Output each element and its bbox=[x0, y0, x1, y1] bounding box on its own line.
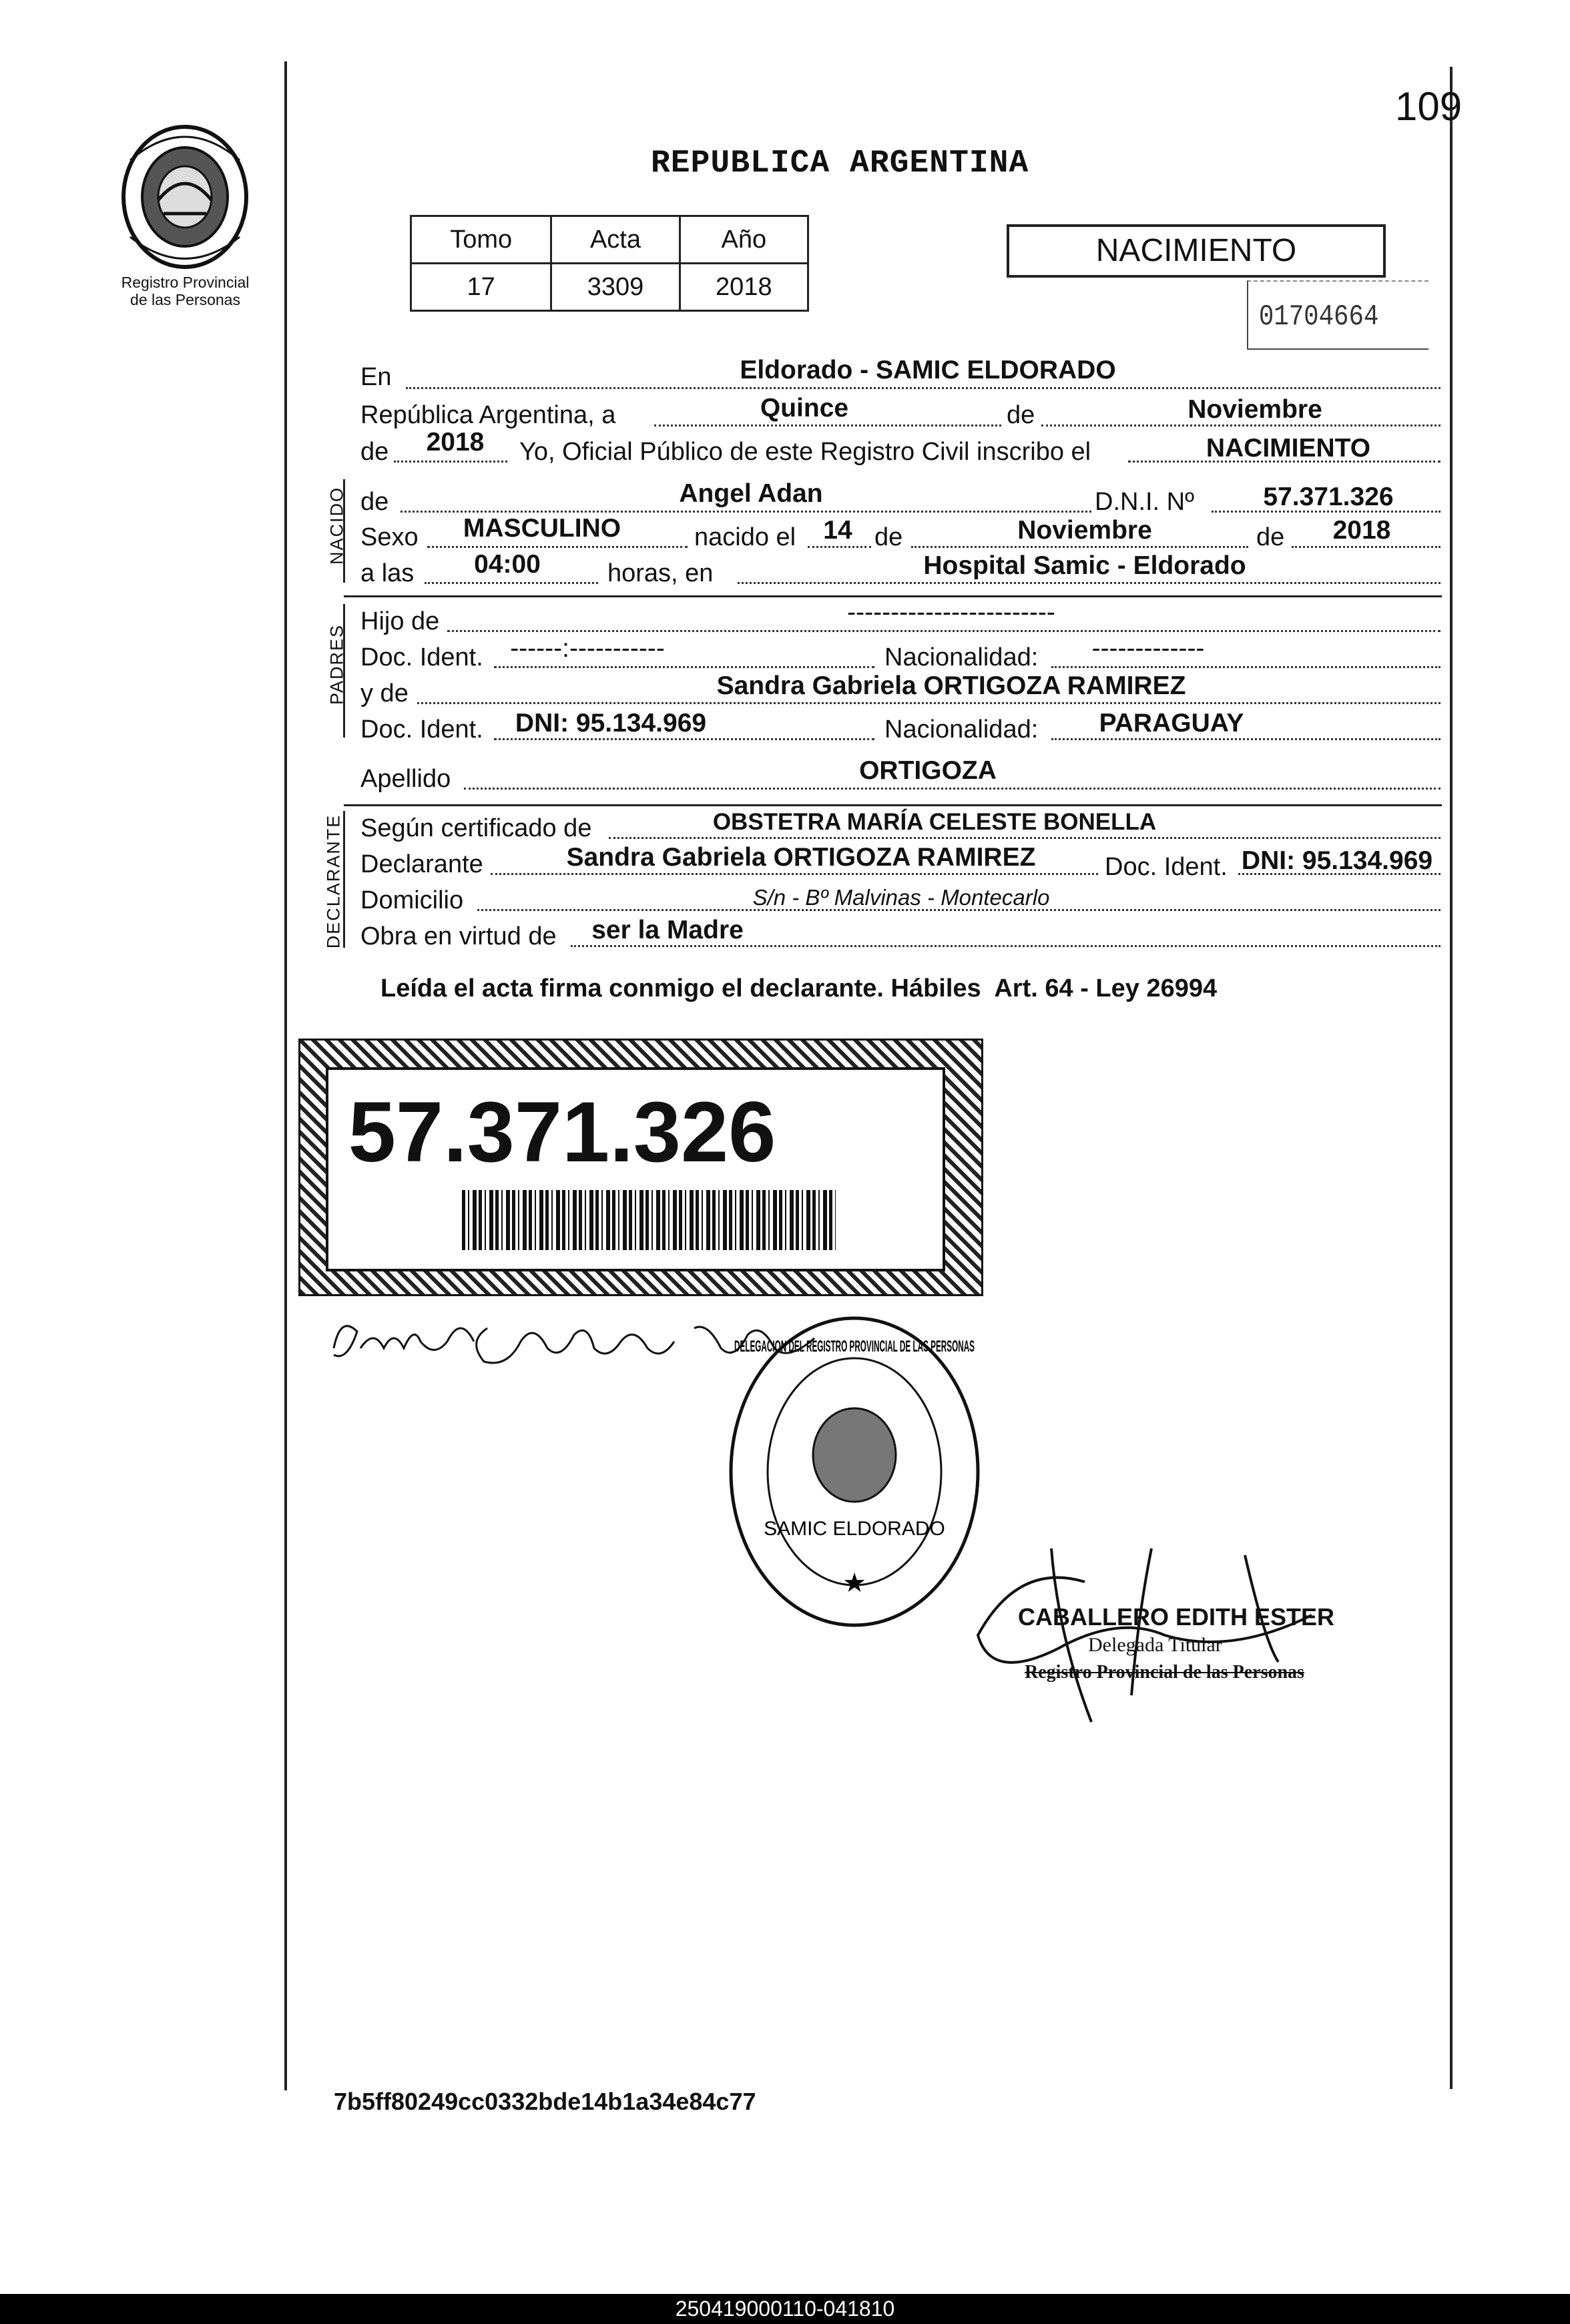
dots bbox=[494, 738, 874, 740]
declarant-doc-label: Doc. Ident. bbox=[1105, 853, 1228, 881]
dots bbox=[571, 945, 1441, 947]
seal-inner-text: SAMIC ELDORADO bbox=[764, 1518, 945, 1540]
table-value-anio: 2018 bbox=[680, 264, 808, 311]
birth-place: Hospital Samic - Eldorado bbox=[923, 551, 1246, 580]
table-value-tomo: 17 bbox=[411, 264, 551, 311]
sexo-label: Sexo bbox=[360, 523, 419, 551]
dots bbox=[491, 873, 1098, 875]
province-logo bbox=[117, 120, 254, 274]
declarante-section-label: DECLARANTE bbox=[323, 814, 344, 949]
nacido-de-label: de bbox=[360, 488, 389, 516]
dots bbox=[808, 546, 871, 548]
birth-month: Noviembre bbox=[1017, 516, 1152, 545]
padres-section-label: PADRES bbox=[326, 623, 347, 705]
dni-card-number: 57.371.326 bbox=[348, 1085, 776, 1180]
surname: ORTIGOZA bbox=[859, 756, 997, 785]
document-hash: 7b5ff80249cc0332bde14b1a34e84c77 bbox=[334, 2088, 756, 2115]
y-de-label: y de bbox=[360, 679, 409, 707]
birth-year: 2018 bbox=[1332, 516, 1391, 545]
section-divider bbox=[344, 804, 1442, 806]
barcode bbox=[462, 1190, 836, 1250]
dots bbox=[911, 546, 1248, 548]
child-sex: MASCULINO bbox=[463, 514, 621, 543]
birth-time: 04:00 bbox=[474, 550, 541, 579]
document-type: NACIMIENTO bbox=[1095, 233, 1297, 268]
dots bbox=[427, 546, 688, 548]
dots bbox=[417, 702, 1441, 704]
mother-name: Sandra Gabriela ORTIGOZA RAMIREZ bbox=[716, 671, 1186, 700]
dots bbox=[1051, 738, 1441, 740]
dots bbox=[1292, 546, 1441, 548]
official-role: Delegada Titular bbox=[1088, 1634, 1222, 1656]
mother-nationality: PARAGUAY bbox=[1099, 709, 1244, 738]
republica-label: República Argentina, a bbox=[360, 401, 616, 429]
closing-statement: Leída el acta firma conmigo el declarante. Hábiles Art. 64 - Ley 26994 bbox=[380, 974, 1218, 1002]
footer-bar bbox=[0, 2294, 1570, 2324]
statement: Yo, Oficial Público de este Registro Civil inscribo el bbox=[519, 438, 1091, 466]
page-number: 109 bbox=[1395, 84, 1463, 129]
dni-card bbox=[298, 1039, 983, 1296]
nacido-el-label: nacido el bbox=[694, 523, 796, 551]
child-dni: 57.371.326 bbox=[1263, 483, 1394, 511]
svg-text:★: ★ bbox=[842, 1568, 866, 1598]
dots bbox=[401, 511, 1091, 513]
serial-number: 01704664 bbox=[1258, 300, 1379, 334]
father-doc-label: Doc. Ident. bbox=[360, 643, 483, 671]
dni-card-inner bbox=[326, 1067, 945, 1271]
declarant-address: S/n - Bº Malvinas - Montecarlo bbox=[752, 885, 1050, 910]
en-label: En bbox=[360, 363, 392, 391]
declarante-label: Declarante bbox=[360, 850, 483, 878]
a-las-label: a las bbox=[360, 559, 415, 587]
table-header-acta: Acta bbox=[551, 216, 680, 264]
left-margin-line bbox=[284, 61, 287, 2090]
father-doc: ------:----------- bbox=[510, 634, 665, 663]
logo-caption: Registro Provincial de las Personas bbox=[121, 274, 250, 309]
declarant-doc: DNI: 95.134.969 bbox=[1241, 846, 1433, 875]
de-label: de bbox=[1256, 523, 1285, 551]
registration-day: Quince bbox=[760, 394, 849, 422]
mother-doc-label: Doc. Ident. bbox=[360, 715, 483, 744]
dots bbox=[609, 837, 1441, 839]
domicilio-label: Domicilio bbox=[360, 886, 464, 914]
right-margin-line bbox=[1450, 67, 1453, 2089]
record-table bbox=[410, 215, 809, 312]
dots bbox=[1051, 666, 1441, 668]
declarant-reason: ser la Madre bbox=[591, 916, 744, 944]
registration-year: 2018 bbox=[426, 428, 485, 457]
dots bbox=[1041, 424, 1441, 426]
table-value-acta: 3309 bbox=[551, 264, 680, 311]
horas-label: horas, en bbox=[607, 559, 714, 587]
obra-label: Obra en virtud de bbox=[360, 922, 557, 950]
seal-outer-text: DELEGACION DEL REGISTRO PROVINCIAL DE LAS PERSONAS bbox=[734, 1338, 975, 1356]
birth-day: 14 bbox=[823, 516, 852, 545]
de-label: de bbox=[874, 523, 903, 551]
serial-bracket bbox=[1247, 280, 1428, 350]
section-divider bbox=[344, 595, 1442, 597]
dots bbox=[494, 666, 874, 668]
father-nationality-label: Nacionalidad: bbox=[884, 643, 1039, 671]
apellido-label: Apellido bbox=[360, 765, 451, 793]
mother-doc: DNI: 95.134.969 bbox=[515, 709, 707, 738]
dots bbox=[654, 424, 1001, 426]
dots bbox=[394, 461, 507, 463]
table-header-anio: Año bbox=[680, 216, 808, 264]
footer-code: 250419000110-041810 bbox=[675, 2297, 895, 2321]
certificado-label: Según certificado de bbox=[360, 814, 592, 842]
dots bbox=[425, 582, 598, 584]
dots bbox=[406, 387, 1441, 389]
official-office: Registro Provincial de las Personas bbox=[1025, 1662, 1304, 1683]
table-header-tomo: Tomo bbox=[411, 216, 551, 264]
official-name: CABALLERO EDITH ESTER bbox=[1018, 1603, 1335, 1631]
father-name: ------------------------ bbox=[847, 598, 1055, 627]
registration-month: Noviembre bbox=[1188, 395, 1322, 424]
dni-label: D.N.I. Nº bbox=[1095, 488, 1194, 516]
father-nationality: ------------- bbox=[1091, 634, 1205, 663]
page-title: REPUBLICA ARGENTINA bbox=[651, 146, 1029, 182]
child-name: Angel Adan bbox=[679, 479, 823, 508]
dots bbox=[464, 788, 1441, 790]
dots bbox=[447, 630, 1441, 632]
declarant-name: Sandra Gabriela ORTIGOZA RAMIREZ bbox=[566, 843, 1036, 872]
dots bbox=[738, 582, 1441, 584]
hijo-label: Hijo de bbox=[360, 607, 440, 635]
mother-nationality-label: Nacionalidad: bbox=[884, 715, 1039, 744]
nacido-section-label: NACIDO bbox=[326, 487, 347, 565]
document-type-box bbox=[1007, 224, 1386, 278]
de-label-2: de bbox=[360, 438, 389, 466]
birth-registry-place: Eldorado - SAMIC ELDORADO bbox=[740, 356, 1116, 384]
de-label: de bbox=[1007, 401, 1035, 429]
official-seal bbox=[724, 1312, 985, 1632]
act-type: NACIMIENTO bbox=[1206, 434, 1371, 463]
certifying-professional: OBSTETRA MARÍA CELESTE BONELLA bbox=[712, 809, 1157, 835]
